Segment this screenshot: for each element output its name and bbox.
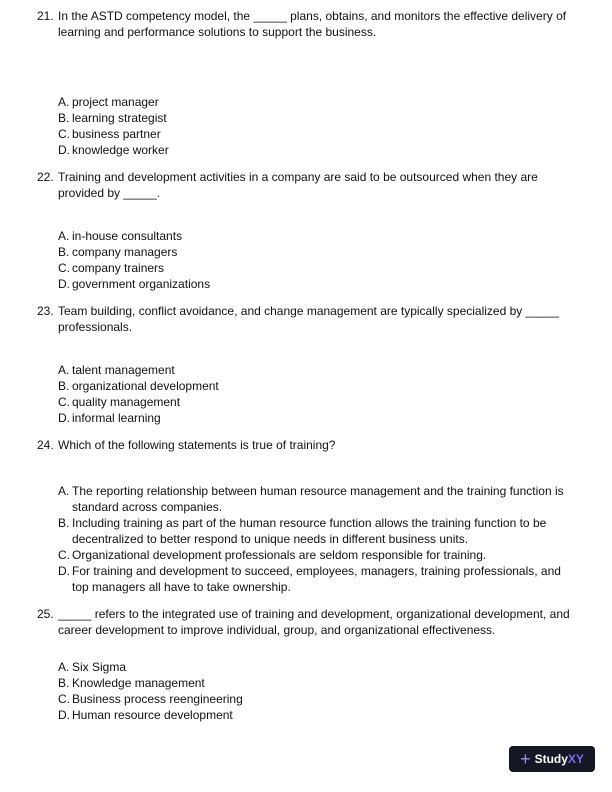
- option-text: company trainers: [72, 261, 165, 275]
- logo-xy-text: XY: [567, 752, 584, 766]
- option-text: company managers: [72, 245, 178, 259]
- question-number: 24.: [37, 438, 54, 452]
- option-letter: A.: [58, 484, 70, 498]
- option-letter: B.: [58, 379, 70, 393]
- option-text: project manager: [72, 95, 159, 109]
- question-stem: In the ASTD competency model, the _____ plans, obtains, and monitors the effective delivery of learning and performance solutions to support the business.: [58, 9, 567, 39]
- option-text: Business process reengineering: [72, 692, 243, 706]
- option-letter: C.: [58, 261, 70, 275]
- option-text: talent management: [72, 363, 175, 377]
- option-text: government organizations: [72, 277, 211, 291]
- answer-options: [58, 483, 578, 595]
- question-number: 23.: [37, 304, 54, 318]
- question-stem: Training and development activities in a company are said to be outsourced when they are provided by _____.: [58, 170, 538, 200]
- answer-option: [58, 410, 578, 426]
- option-letter: D.: [58, 277, 70, 291]
- option-letter: D.: [58, 411, 70, 425]
- option-letter: A.: [58, 363, 70, 377]
- option-text: learning strategist: [72, 111, 167, 125]
- answer-option: [58, 260, 578, 276]
- answer-option: [58, 707, 578, 723]
- question-22: [37, 169, 577, 201]
- option-letter: B.: [58, 676, 70, 690]
- answer-option: [58, 563, 578, 595]
- question-25: [37, 606, 577, 638]
- question-number: 22.: [37, 170, 54, 184]
- option-text: informal learning: [72, 411, 161, 425]
- option-letter: B.: [58, 516, 70, 530]
- option-letter: A.: [58, 95, 70, 109]
- question-stem: Which of the following statements is true of training?: [58, 438, 336, 452]
- answer-option: [58, 142, 578, 158]
- option-text: For training and development to succeed, employees, managers, training professionals, and top managers all have to take ownership.: [72, 564, 561, 594]
- option-text: Human resource development: [72, 708, 233, 722]
- option-letter: C.: [58, 395, 70, 409]
- answer-option: [58, 547, 578, 563]
- studyxy-logo: [509, 746, 595, 772]
- option-text: organizational development: [72, 379, 219, 393]
- option-text: Organizational development professionals are seldom responsible for training.: [72, 548, 487, 562]
- answer-option: [58, 394, 578, 410]
- option-text: Six Sigma: [72, 660, 127, 674]
- option-letter: A.: [58, 229, 70, 243]
- option-text: Including training as part of the human resource function allows the training function to be decentralized to better respond to unique needs in different business units.: [72, 516, 547, 546]
- answer-option: [58, 378, 578, 394]
- answer-option: [58, 515, 578, 547]
- option-letter: C.: [58, 692, 70, 706]
- question-23: [37, 303, 577, 335]
- option-text: The reporting relationship between human resource management and the training function is standard across companies.: [72, 484, 564, 514]
- answer-option: [58, 110, 578, 126]
- option-letter: C.: [58, 548, 70, 562]
- answer-options: [58, 228, 578, 292]
- question-stem: _____ refers to the integrated use of training and development, organizational development, and career development to improve individual, group, and organizational effectiveness.: [58, 607, 570, 637]
- option-text: in-house consultants: [72, 229, 183, 243]
- answer-option: [58, 244, 578, 260]
- question-stem: Team building, conflict avoidance, and change management are typically specialized by _____ professionals.: [58, 304, 559, 334]
- plus-icon: +: [520, 749, 531, 769]
- option-letter: C.: [58, 127, 70, 141]
- option-letter: B.: [58, 111, 70, 125]
- option-letter: D.: [58, 143, 70, 157]
- answer-option: [58, 675, 578, 691]
- logo-study-text: Study: [534, 752, 568, 766]
- question-number: 25.: [37, 607, 54, 621]
- answer-option: [58, 483, 578, 515]
- answer-option: [58, 691, 578, 707]
- option-letter: D.: [58, 564, 70, 578]
- answer-options: [58, 94, 578, 158]
- answer-option: [58, 276, 578, 292]
- option-letter: A.: [58, 660, 70, 674]
- option-letter: D.: [58, 708, 70, 722]
- option-text: quality management: [72, 395, 181, 409]
- answer-option: [58, 126, 578, 142]
- option-text: Knowledge management: [72, 676, 205, 690]
- question-24: [37, 437, 577, 453]
- answer-option: [58, 228, 578, 244]
- answer-option: [58, 94, 578, 110]
- question-number: 21.: [37, 9, 54, 23]
- answer-options: [58, 659, 578, 723]
- option-text: business partner: [72, 127, 161, 141]
- option-letter: B.: [58, 245, 70, 259]
- answer-options: [58, 362, 578, 426]
- question-21: [37, 8, 577, 40]
- option-text: knowledge worker: [72, 143, 169, 157]
- answer-option: [58, 659, 578, 675]
- answer-option: [58, 362, 578, 378]
